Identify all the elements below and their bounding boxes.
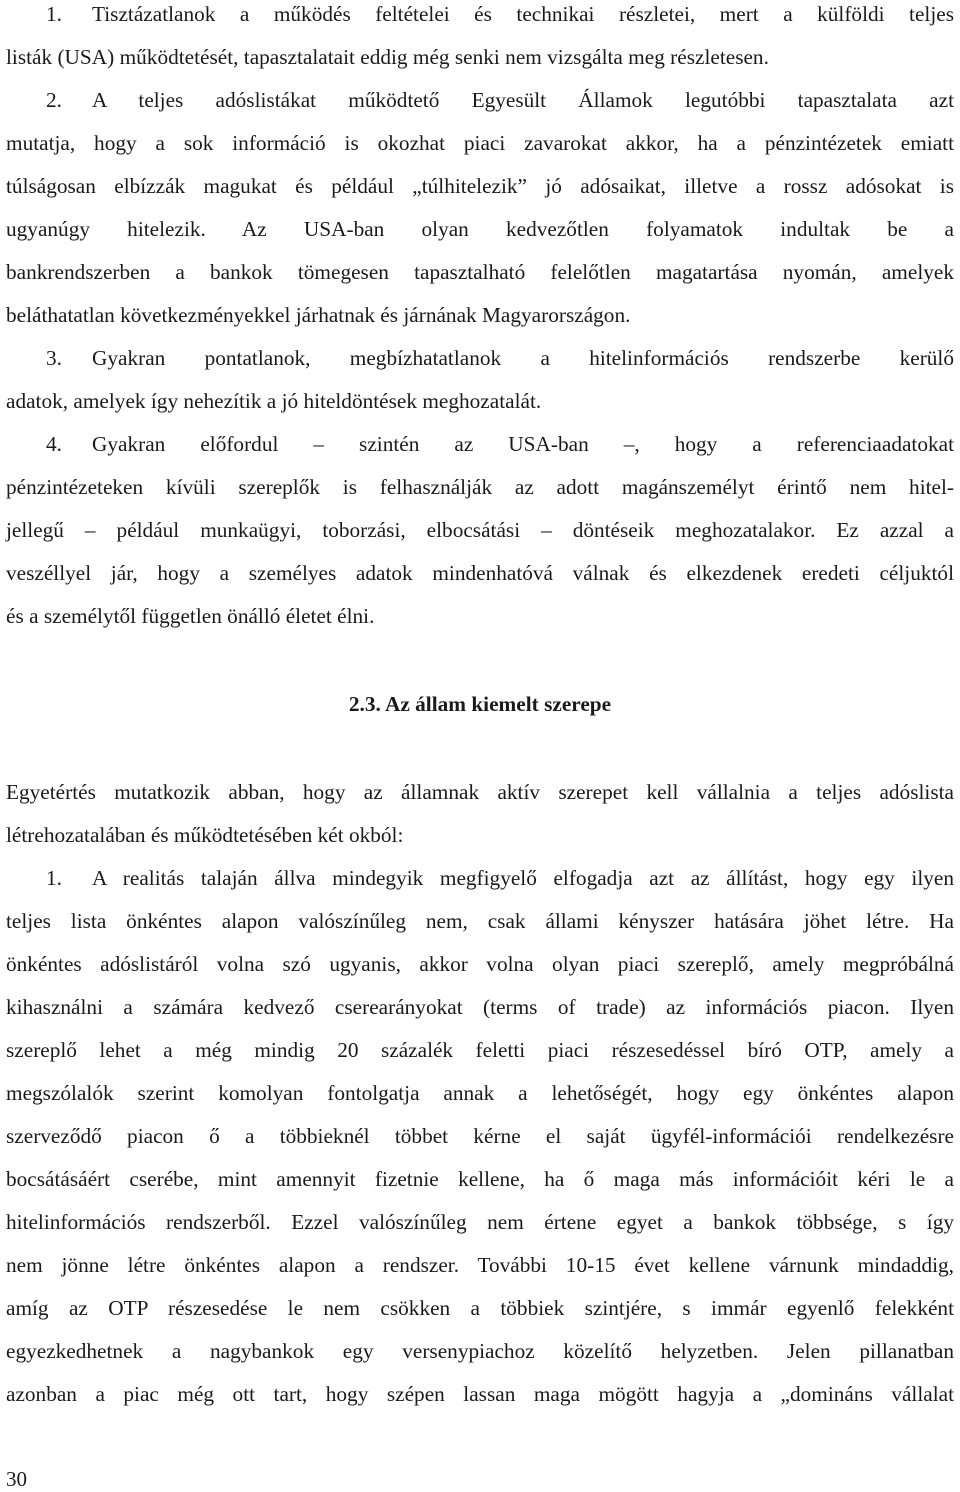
text-line: bankrendszerben a bankok tömegesen tapasztalható felelőtlen magatartása nyomán, amelyek <box>6 260 954 284</box>
list-item-4-line-1 <box>6 430 954 458</box>
section-heading: 2.3. Az állam kiemelt szerepe <box>348 692 612 716</box>
text-line: önkéntes adóslistáról volna szó ugyanis, akkor volna olyan piaci szereplő, amely megpróbálná <box>6 952 954 976</box>
list-number: 1. <box>46 866 62 890</box>
list-item-2-line-1 <box>6 86 954 114</box>
text-line: amíg az OTP részesedése le nem csökken a többiek szintjére, s immár egyenlő felekként <box>6 1296 954 1320</box>
text-line: A teljes adóslistákat működtető Egyesült Államok legutóbbi tapasztalata azt <box>92 88 954 112</box>
text-line: teljes lista önkéntes alapon valószínűleg nem, csak állami kényszer hatására jöhet létre. Ha <box>6 909 954 933</box>
text-line: A realitás talaján állva mindegyik megfigyelő elfogadja azt az állítást, hogy egy ilyen <box>92 866 954 890</box>
text-line: ugyanúgy hitelezik. Az USA-ban olyan kedvezőtlen folyamatok indultak be a <box>6 217 954 241</box>
page-number: 30 <box>6 1467 27 1491</box>
list-item-3-line-1 <box>6 344 954 372</box>
text-line: bocsátásáért cserébe, mint amennyit fizetnie kellene, ha ő maga más információit kéri le a <box>6 1167 954 1191</box>
text-line: veszéllyel jár, hogy a személyes adatok mindenhatóvá válnak és elkezdenek eredeti céljuktól <box>6 561 954 585</box>
list-item-1-line-1 <box>6 0 954 28</box>
text-line: jellegű – például munkaügyi, toborzási, elbocsátási – döntéseik meghozatalakor. Ez azzal a <box>6 518 954 542</box>
text-line: Gyakran pontatlanok, megbízhatatlanok a hitelinformációs rendszerbe kerülő <box>92 346 954 370</box>
list-number: 3. <box>46 346 62 370</box>
text-line: mutatja, hogy a sok információ is okozhat piaci zavarokat akkor, ha a pénzintézetek emiatt <box>6 131 954 155</box>
text-line: azonban a piac még ott tart, hogy szépen lassan maga mögött hagyja a „domináns vállalat <box>6 1382 954 1406</box>
text-line: pénzintézeteken kívüli szereplők is felhasználják az adott magánszemélyt érintő nem hitel- <box>6 475 954 499</box>
text-line: nem jönne létre önkéntes alapon a rendszer. További 10-15 évet kellene várnunk mindaddig, <box>6 1253 954 1277</box>
list-number: 2. <box>46 88 62 112</box>
text-line: Gyakran előfordul – szintén az USA-ban –, hogy a referenciaadatokat <box>92 432 954 456</box>
text-line: hitelinformációs rendszerből. Ezzel valószínűleg nem értene egyet a bankok többsége, s így <box>6 1210 954 1234</box>
list-item-5-line-1 <box>6 864 954 892</box>
text-line: szerveződő piacon ő a többieknél többet kérne el saját ügyfél-információi rendelkezésre <box>6 1124 954 1148</box>
text-line: adatok, amelyek így nehezítik a jó hiteldöntések meghozatalát. <box>6 389 542 413</box>
text-line: szereplő lehet a még mindig 20 százalék feletti piaci részesedéssel bíró OTP, amely a <box>6 1038 954 1062</box>
text-line: Tisztázatlanok a működés feltételei és technikai részletei, mert a külföldi teljes <box>92 2 954 26</box>
text-line: beláthatatlan következményekkel járhatnak és járnának Magyarországon. <box>6 303 631 327</box>
text-line: Egyetértés mutatkozik abban, hogy az államnak aktív szerepet kell vállalnia a teljes adóslista <box>6 780 954 804</box>
text-line: egyezkedhetnek a nagybankok egy versenypiachoz közelítő helyzetben. Jelen pillanatban <box>6 1339 954 1363</box>
text-line: és a személytől független önálló életet élni. <box>6 604 375 628</box>
text-line: túlságosan elbízzák magukat és például „túlhitelezik” jó adósaikat, illetve a rossz adósokat is <box>6 174 954 198</box>
list-number: 1. <box>46 2 62 26</box>
text-line: megszólalók szerint komolyan fontolgatja annak a lehetőségét, hogy egy önkéntes alapon <box>6 1081 954 1105</box>
text-line: létrehozatalában és működtetésében két okból: <box>6 823 404 847</box>
list-item-1-line-2: listák (USA) működtetését, tapasztalatait eddig még senki nem vizsgálta meg részletesen. <box>6 45 769 69</box>
list-number: 4. <box>46 432 62 456</box>
text-line: kihasználni a számára kedvező cserearányokat (terms of trade) az információs piacon. Ilyen <box>6 995 954 1019</box>
